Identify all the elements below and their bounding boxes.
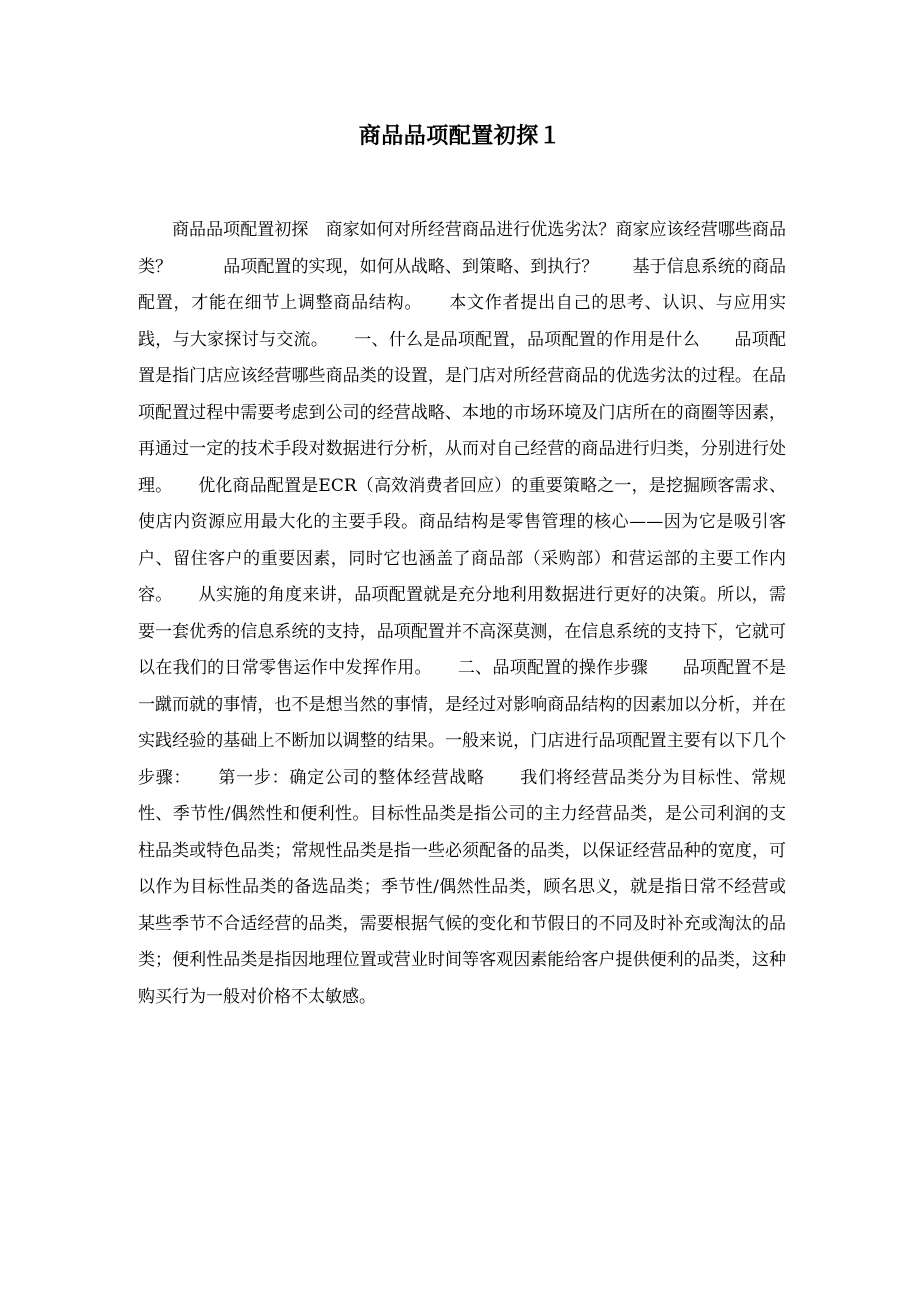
document-title: 商品品项配置初探１ bbox=[358, 123, 562, 149]
document-body-paragraph: 商品品项配置初探 商家如何对所经营商品进行优选劣汰？商家应该经营哪些商品类？ 品项配置的实现，如何从战略、到策略、到执行？ 基于信息系统的商品配置，才能在细节上调整商品结构。 本文作者提出自己的思考、认识、与应用实践，与大家探讨与交流。 一、什么是品项配置，品项配置的作用是什么 品项配置是指门店应该经营哪些商品类的设置，是门店对所经营商品的优选劣汰的过程。在品项配置过程中需要考虑到公司的经营战略、本地的市场环境及门店所在的商圈等因素，再通过一定的技术手段对数据进行分析，从而对自己经营的商品进行归类，分别进行处理。 优化商品配置是ECR（高效消费者回应）的重要策略之一，是挖掘顾客需求、使店内资源应用最大化的主要手段。商品结构是零售管理的核心——因为它是吸引客户、留住客户的重要因素，同时它也涵盖了商品部（采购部）和营运部的主要工作内容。 从实施的角度来讲，品项配置就是充分地利用数据进行更好的决策。所以，需要一套优秀的信息系统的支持，品项配置并不高深莫测，在信息系统的支持下，它就可以在我们的日常零售运作中发挥作用。 二、品项配置的操作步骤 品项配置不是一蹴而就的事情，也不是想当然的事情，是经过对影响商品结构的因素加以分析，并在实践经验的基础上不断加以调整的结果。一般来说，门店进行品项配置主要有以下几个步骤： 第一步：确定公司的整体经营战略 我们将经营品类分为目标性、常规性、季节性/偶然性和便利性。目标性品类是指公司的主力经营品类，是公司利润的支柱品类或特色品类；常规性品类是指一些必须配备的品类，以保证经营品种的宽度，可以作为目标性品类的备选品类；季节性/偶然性品类，顾名思义，就是指日常不经营或某些季节不合适经营的品类，需要根据气候的变化和节假日的不同及时补充或淘汰的品类；便利性品类是指因地理位置或营业时间等客观因素能给客户提供便利的品类，这种购买行为一般对价格不太敏感。 bbox=[138, 220, 786, 1007]
